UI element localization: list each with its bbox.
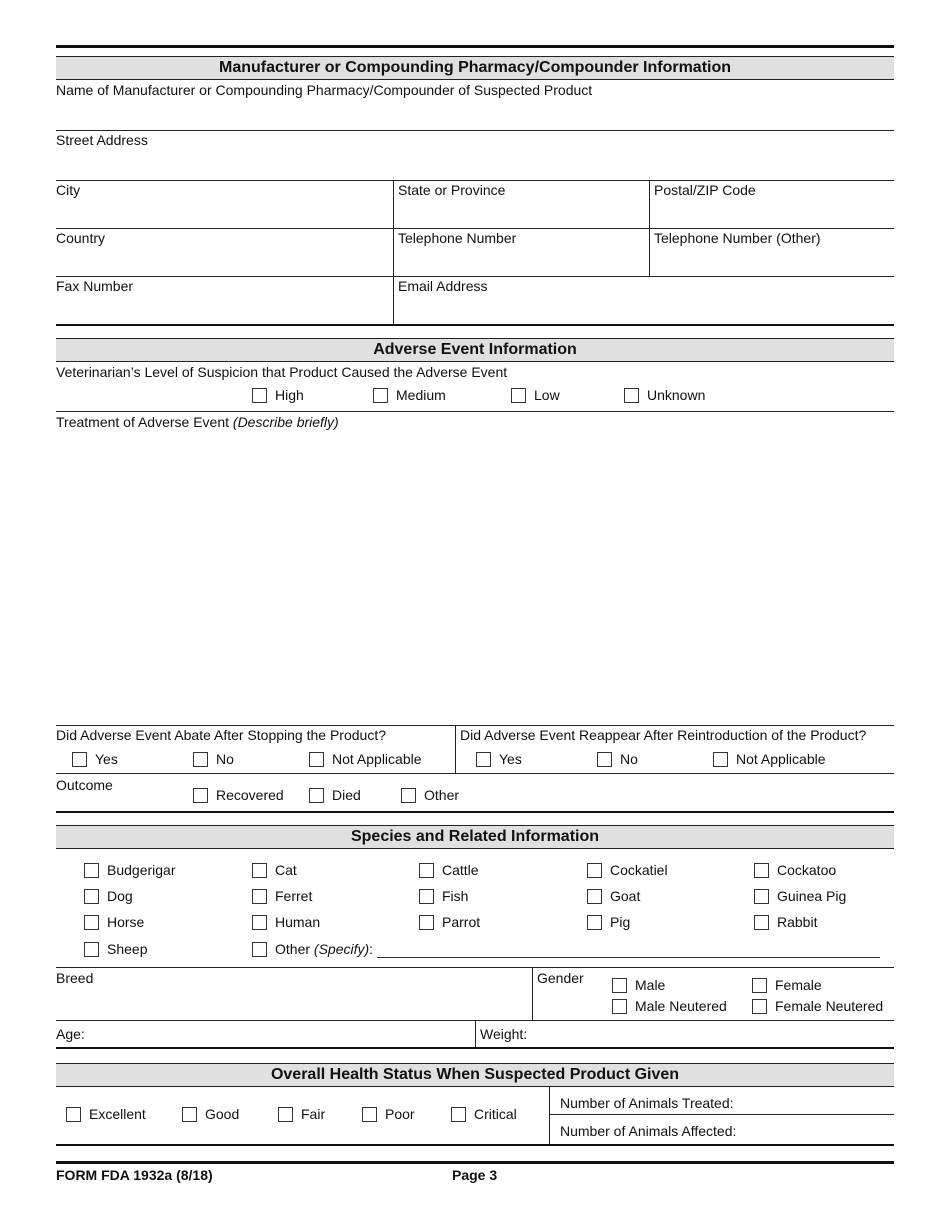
health-section-title: Overall Health Status When Suspected Product Given bbox=[56, 1063, 894, 1087]
abate-yes-checkbox[interactable] bbox=[72, 752, 87, 767]
species-sheep-checkbox[interactable] bbox=[84, 942, 99, 957]
health-critical-checkbox[interactable] bbox=[451, 1107, 466, 1122]
suspicion-low-checkbox[interactable] bbox=[511, 388, 526, 403]
treatment-label: Treatment of Adverse Event (Describe briefly) bbox=[56, 414, 339, 430]
suspicion-label: Veterinarian’s Level of Suspicion that Product Caused the Adverse Event bbox=[56, 364, 508, 380]
column-divider bbox=[475, 1020, 476, 1047]
column-divider bbox=[393, 180, 394, 324]
species-fish-checkbox[interactable] bbox=[419, 889, 434, 904]
outcome-recovered-label: Recovered bbox=[216, 787, 284, 803]
species-pig-label: Pig bbox=[610, 914, 631, 930]
suspicion-low-label: Low bbox=[534, 387, 560, 403]
species-sheep-label: Sheep bbox=[107, 941, 148, 957]
species-ferret-label: Ferret bbox=[275, 888, 313, 904]
species-parrot-checkbox[interactable] bbox=[419, 915, 434, 930]
section-rule bbox=[56, 1144, 894, 1146]
treatment-hint: (Describe briefly) bbox=[232, 414, 339, 430]
species-dog-checkbox[interactable] bbox=[84, 889, 99, 904]
breed-field[interactable] bbox=[56, 988, 531, 1018]
fax-label: Fax Number bbox=[56, 278, 134, 294]
abate-yes-label: Yes bbox=[95, 751, 118, 767]
gender-male-neutered-checkbox[interactable] bbox=[612, 999, 627, 1014]
species-cockatoo-label: Cockatoo bbox=[777, 862, 837, 878]
reappear-no-label: No bbox=[620, 751, 638, 767]
gender-female-neutered-label: Female Neutered bbox=[775, 998, 884, 1014]
species-budgerigar-label: Budgerigar bbox=[107, 862, 176, 878]
manufacturer-name-field[interactable] bbox=[56, 98, 894, 130]
health-fair-checkbox[interactable] bbox=[278, 1107, 293, 1122]
suspicion-high-label: High bbox=[275, 387, 304, 403]
species-fish-label: Fish bbox=[442, 888, 469, 904]
health-critical-label: Critical bbox=[474, 1106, 517, 1122]
species-pig-checkbox[interactable] bbox=[587, 915, 602, 930]
health-poor-checkbox[interactable] bbox=[362, 1107, 377, 1122]
outcome-other-checkbox[interactable] bbox=[401, 788, 416, 803]
city-field[interactable] bbox=[56, 200, 392, 228]
gender-label: Gender bbox=[537, 970, 584, 986]
reappear-label: Did Adverse Event Reappear After Reintroduction of the Product? bbox=[460, 727, 867, 743]
gender-female-label: Female bbox=[775, 977, 822, 993]
outcome-label: Outcome bbox=[56, 777, 113, 793]
divider bbox=[549, 1114, 894, 1115]
species-cat-label: Cat bbox=[275, 862, 297, 878]
divider bbox=[56, 130, 894, 131]
page-number: Page 3 bbox=[452, 1167, 498, 1183]
divider bbox=[56, 773, 894, 774]
species-other-hint: (Specify) bbox=[313, 941, 370, 957]
outcome-recovered-checkbox[interactable] bbox=[193, 788, 208, 803]
species-other-label: Other (Specify): bbox=[275, 941, 374, 957]
reappear-yes-label: Yes bbox=[499, 751, 522, 767]
species-section-title: Species and Related Information bbox=[56, 825, 894, 849]
suspicion-unknown-checkbox[interactable] bbox=[624, 388, 639, 403]
species-human-label: Human bbox=[275, 914, 321, 930]
species-cockatoo-checkbox[interactable] bbox=[754, 863, 769, 878]
animals-treated-field[interactable] bbox=[740, 1090, 892, 1112]
weight-label: Weight: bbox=[480, 1026, 528, 1042]
abate-no-checkbox[interactable] bbox=[193, 752, 208, 767]
manufacturer-name-label: Name of Manufacturer or Compounding Pharmacy/Compounder of Suspected Product bbox=[56, 82, 593, 98]
suspicion-unknown-label: Unknown bbox=[647, 387, 706, 403]
species-horse-label: Horse bbox=[107, 914, 145, 930]
species-rabbit-checkbox[interactable] bbox=[754, 915, 769, 930]
species-parrot-label: Parrot bbox=[442, 914, 481, 930]
gender-male-checkbox[interactable] bbox=[612, 978, 627, 993]
suspicion-high-checkbox[interactable] bbox=[252, 388, 267, 403]
abate-no-label: No bbox=[216, 751, 234, 767]
divider bbox=[56, 967, 894, 968]
treatment-textarea[interactable] bbox=[56, 432, 894, 724]
age-label: Age: bbox=[56, 1026, 85, 1042]
health-fair-label: Fair bbox=[301, 1106, 326, 1122]
email-field[interactable] bbox=[398, 296, 894, 323]
health-good-checkbox[interactable] bbox=[182, 1107, 197, 1122]
outcome-died-checkbox[interactable] bbox=[309, 788, 324, 803]
country-label: Country bbox=[56, 230, 106, 246]
species-cat-checkbox[interactable] bbox=[252, 863, 267, 878]
animals-treated-label: Number of Animals Treated: bbox=[560, 1095, 734, 1111]
footer-rule bbox=[56, 1161, 894, 1164]
manufacturer-section-title: Manufacturer or Compounding Pharmacy/Compounder Information bbox=[56, 56, 894, 80]
species-other-input[interactable] bbox=[377, 940, 880, 958]
species-cockatiel-checkbox[interactable] bbox=[587, 863, 602, 878]
zip-field[interactable] bbox=[654, 200, 894, 228]
telephone-other-label: Telephone Number (Other) bbox=[654, 230, 821, 246]
reappear-na-checkbox[interactable] bbox=[713, 752, 728, 767]
reappear-na-label: Not Applicable bbox=[736, 751, 826, 767]
divider bbox=[56, 228, 894, 229]
species-cattle-label: Cattle bbox=[442, 862, 479, 878]
species-guinea-pig-label: Guinea Pig bbox=[777, 888, 847, 904]
column-divider bbox=[532, 967, 533, 1020]
reappear-yes-checkbox[interactable] bbox=[476, 752, 491, 767]
divider bbox=[56, 180, 894, 181]
top-rule bbox=[56, 45, 894, 48]
state-field[interactable] bbox=[398, 200, 648, 228]
adverse-section-title: Adverse Event Information bbox=[56, 338, 894, 362]
animals-affected-label: Number of Animals Affected: bbox=[560, 1123, 737, 1139]
weight-field[interactable] bbox=[532, 1022, 892, 1046]
gender-female-checkbox[interactable] bbox=[752, 978, 767, 993]
column-divider bbox=[549, 1087, 550, 1144]
section-rule bbox=[56, 811, 894, 813]
species-rabbit-label: Rabbit bbox=[777, 914, 818, 930]
suspicion-medium-checkbox[interactable] bbox=[373, 388, 388, 403]
species-guinea-pig-checkbox[interactable] bbox=[754, 889, 769, 904]
species-goat-label: Goat bbox=[610, 888, 641, 904]
species-cattle-checkbox[interactable] bbox=[419, 863, 434, 878]
gender-female-neutered-checkbox[interactable] bbox=[752, 999, 767, 1014]
abate-na-checkbox[interactable] bbox=[309, 752, 324, 767]
health-excellent-checkbox[interactable] bbox=[66, 1107, 81, 1122]
species-cockatiel-label: Cockatiel bbox=[610, 862, 668, 878]
species-other-checkbox[interactable] bbox=[252, 942, 267, 957]
telephone-other-field[interactable] bbox=[654, 248, 894, 275]
email-label: Email Address bbox=[398, 278, 488, 294]
species-ferret-checkbox[interactable] bbox=[252, 889, 267, 904]
fax-field[interactable] bbox=[56, 296, 392, 323]
species-goat-checkbox[interactable] bbox=[587, 889, 602, 904]
state-label: State or Province bbox=[398, 182, 506, 198]
abate-label: Did Adverse Event Abate After Stopping the Product? bbox=[56, 727, 386, 743]
section-rule bbox=[56, 324, 894, 326]
suspicion-medium-label: Medium bbox=[396, 387, 446, 403]
abate-na-label: Not Applicable bbox=[332, 751, 422, 767]
divider bbox=[56, 276, 894, 277]
reappear-no-checkbox[interactable] bbox=[597, 752, 612, 767]
column-divider bbox=[455, 725, 456, 773]
country-field[interactable] bbox=[56, 248, 392, 275]
outcome-died-label: Died bbox=[332, 787, 361, 803]
gender-male-label: Male bbox=[635, 977, 666, 993]
zip-label: Postal/ZIP Code bbox=[654, 182, 756, 198]
street-address-field[interactable] bbox=[56, 150, 894, 180]
divider bbox=[56, 725, 894, 726]
age-field[interactable] bbox=[90, 1022, 470, 1046]
form-id: FORM FDA 1932a (8/18) bbox=[56, 1167, 213, 1183]
breed-label: Breed bbox=[56, 970, 94, 986]
city-label: City bbox=[56, 182, 81, 198]
street-address-label: Street Address bbox=[56, 132, 148, 148]
species-human-checkbox[interactable] bbox=[252, 915, 267, 930]
telephone-field[interactable] bbox=[398, 248, 648, 275]
section-rule bbox=[56, 1047, 894, 1049]
animals-affected-field[interactable] bbox=[742, 1118, 892, 1140]
gender-male-neutered-label: Male Neutered bbox=[635, 998, 727, 1014]
species-dog-label: Dog bbox=[107, 888, 133, 904]
health-poor-label: Poor bbox=[385, 1106, 415, 1122]
health-excellent-label: Excellent bbox=[89, 1106, 146, 1122]
divider bbox=[56, 411, 894, 412]
health-good-label: Good bbox=[205, 1106, 240, 1122]
outcome-other-label: Other bbox=[424, 787, 460, 803]
telephone-label: Telephone Number bbox=[398, 230, 517, 246]
species-budgerigar-checkbox[interactable] bbox=[84, 863, 99, 878]
species-horse-checkbox[interactable] bbox=[84, 915, 99, 930]
